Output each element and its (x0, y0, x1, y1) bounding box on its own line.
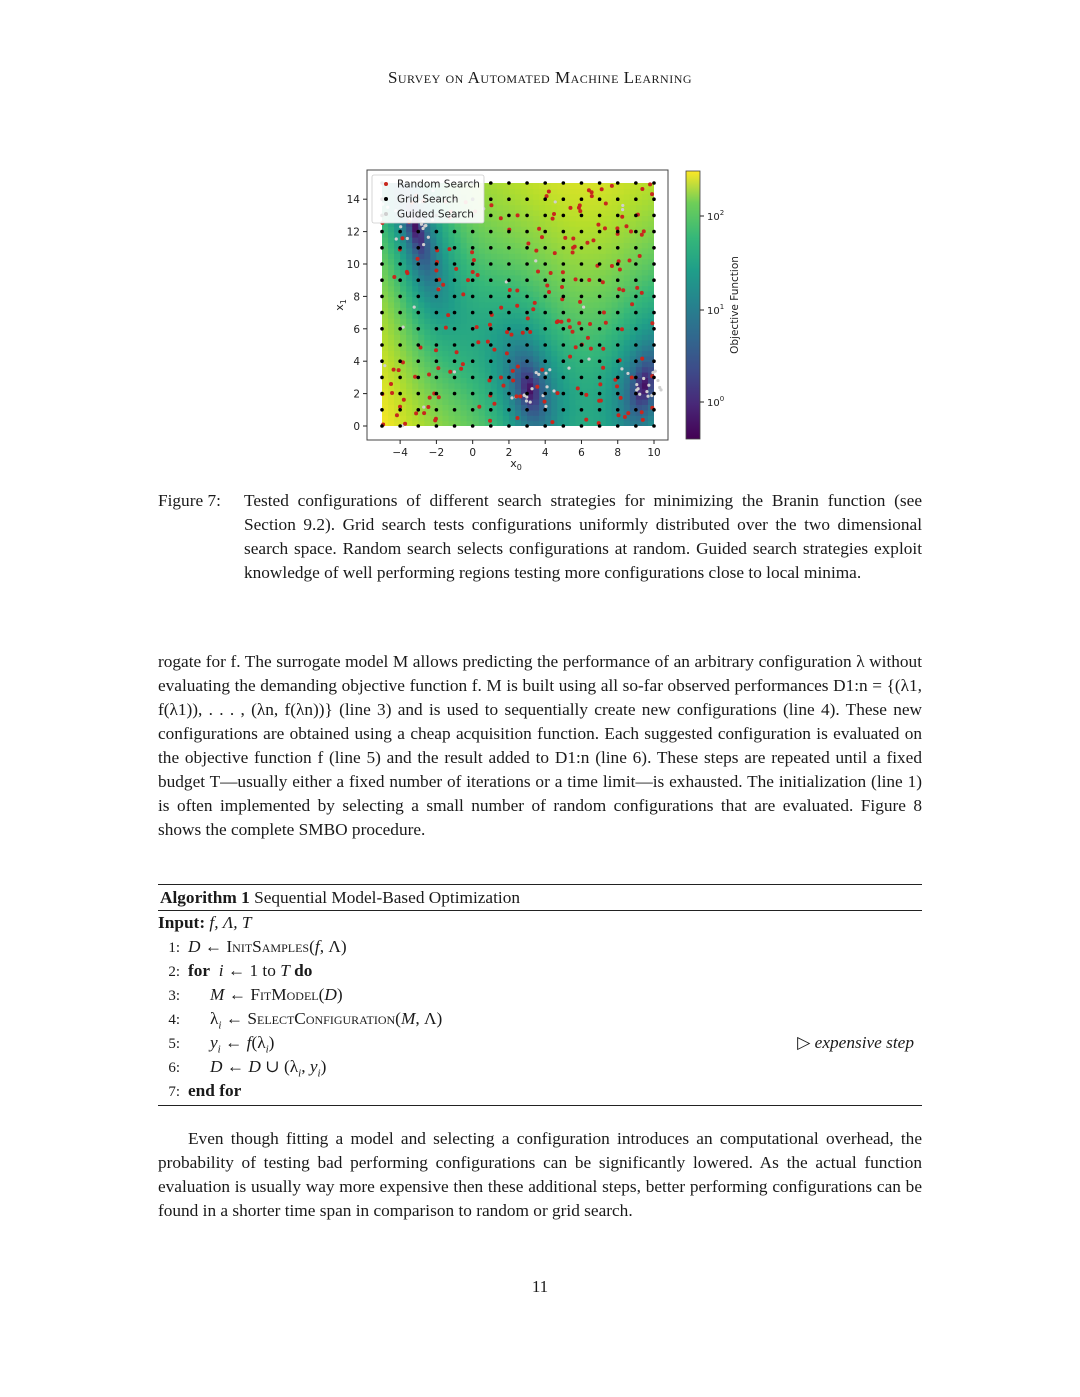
svg-text:14: 14 (346, 194, 360, 207)
svg-text:8: 8 (614, 447, 622, 459)
svg-text:6: 6 (578, 447, 585, 459)
svg-text:−4: −4 (392, 447, 408, 459)
figure-label: Figure 7: (158, 491, 221, 510)
algorithm-title: Algorithm 1 Sequential Model-Based Optimization (160, 888, 520, 907)
algorithm-line: 7: end for (168, 1081, 242, 1100)
svg-text:12: 12 (346, 226, 360, 239)
algorithm-input: Input: f, Λ, T (158, 913, 252, 932)
branin-scatter-plot (330, 165, 770, 475)
algorithm-line: 6: D ← D ∪ ($\lambda_i$, $y_i$) (168, 1057, 327, 1080)
svg-text:101: $10^1$ (707, 303, 725, 317)
figure-7 (330, 165, 770, 475)
legend (372, 175, 484, 223)
svg-text:100: $10^0$ (707, 395, 725, 409)
svg-text:Objective Function: Objective Function (729, 256, 741, 354)
svg-text:4: 4 (541, 447, 549, 459)
svg-text:10: 10 (346, 259, 360, 271)
algorithm-comment: ▷ expensive step (797, 1033, 914, 1052)
svg-text:2: 2 (505, 447, 513, 459)
svg-text:x0: $x_0$ (510, 457, 522, 472)
colorbar (686, 171, 700, 439)
svg-text:0: 0 (469, 447, 477, 459)
running-head: Survey on Automated Machine Learning (387, 68, 693, 87)
body-paragraph-1: rogate for f. The surrogate model M allows predicting the performance of an arbitrary configuration λ without evaluating the demanding objective function f. M is built using all so-far observed performances D1:n = {(λ1, f(λ1)), . . . , (λn, f(λn))} (line 3) and is used to sequentially create new configurations (line 4). These new configurations are obtained using a cheap acquisition function. Each suggested configuration is evaluated on the objective function f (line 5) and the result added to D1:n (line 6). These steps are repeated until a fixed budget T—usually either a fixed number of iterations or a time limit—is exhausted. The initialization (line 1) is often implemented by selecting a small number of random configurations that are evaluated. Figure 8 shows the complete SMBO procedure. (158, 652, 922, 839)
svg-text:8: 8 (353, 291, 360, 304)
svg-text:x1: $x_1$ (333, 299, 348, 311)
algorithm-line: 3: M ← FitModel(D) (168, 985, 343, 1004)
algorithm-1 (158, 884, 922, 1106)
svg-text:2: 2 (353, 388, 360, 401)
svg-text:4: 4 (353, 356, 360, 369)
svg-text:Random Search: Random Search (397, 178, 480, 191)
body-paragraph-2: Even though fitting a model and selecting a configuration introduces an computational overhead, the probability of testing bad performing configurations can be significantly lowered. As the actual function evaluation is usually way more expensive then these additional steps, better performing configurations can be found in a shorter time span in comparison to random or grid search. (158, 1129, 922, 1220)
algorithm-line: 2: for i ← 1 to T do (168, 961, 313, 980)
svg-text:Grid Search: Grid Search (397, 193, 459, 206)
figure-caption (158, 489, 922, 585)
svg-text:−2: −2 (428, 447, 445, 459)
svg-text:102: $10^2$ (707, 209, 725, 223)
algorithm-line: 1: D ← InitSamples(f, Λ) (168, 937, 347, 956)
svg-text:6: 6 (353, 323, 360, 336)
svg-text:0: 0 (353, 421, 360, 433)
algorithm-line: 4: $\lambda_i$ ← SelectConfiguration(M, Λ) (168, 1009, 443, 1032)
page-number: 11 (531, 1277, 549, 1296)
svg-text:10: 10 (647, 447, 661, 459)
algorithm-line: 5: $y_i$ ← $f(\lambda_i)$ ▷ expensive step (168, 1033, 914, 1056)
svg-text:Guided Search: Guided Search (397, 208, 474, 221)
figure-caption-text: Tested configurations of different search strategies for minimizing the Branin function (see Section 9.2). Grid search tests configurations uniformly distributed over the two dimensional search space. Random search selects configurations at random. Guided search strategies exploit knowledge of well performing regions testing more configurations close to local minima. (244, 491, 922, 582)
